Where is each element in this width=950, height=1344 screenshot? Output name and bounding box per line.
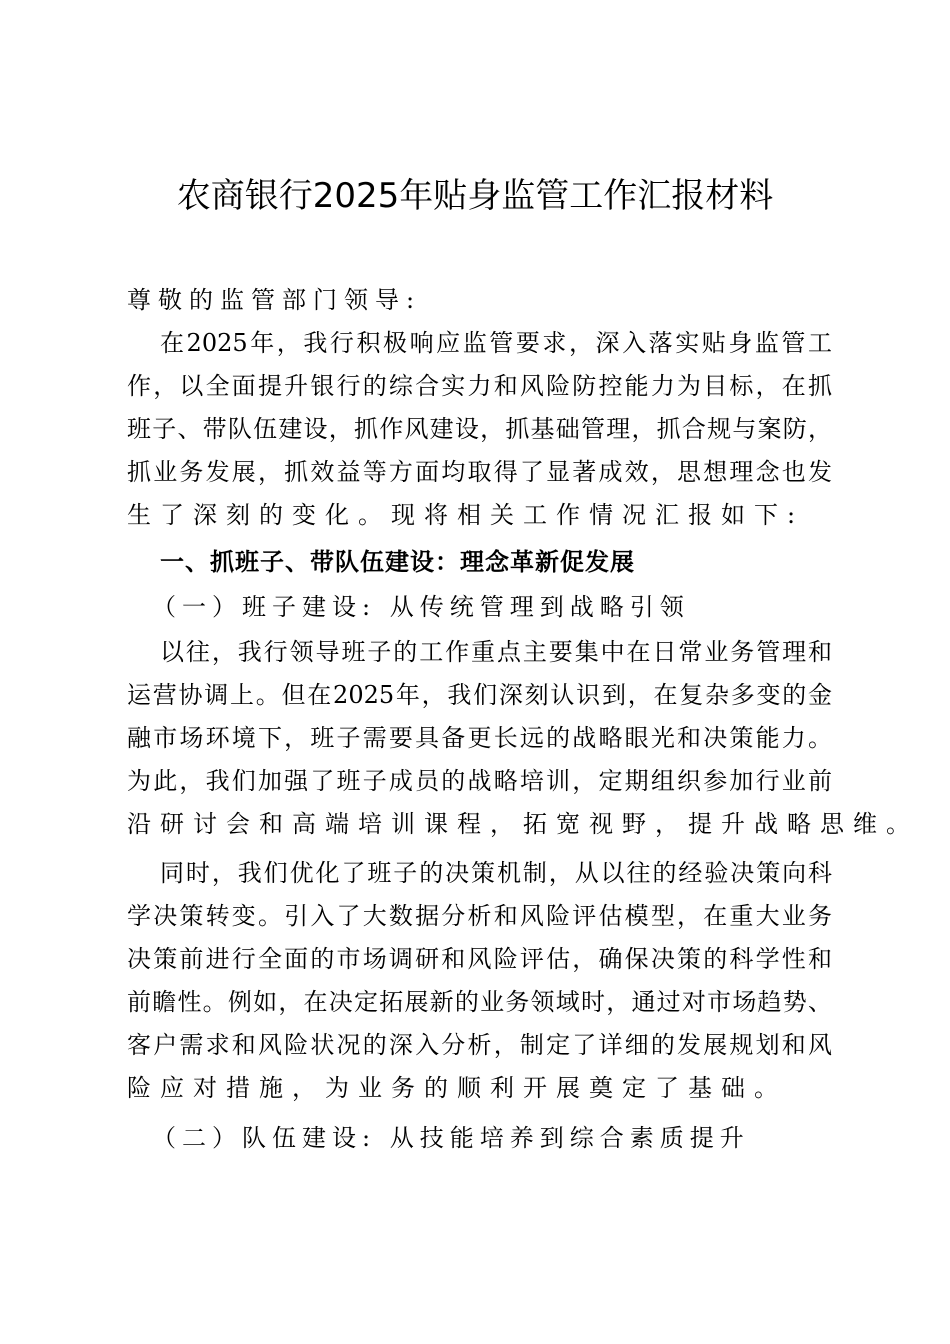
para1-line-5: 沿研讨会和高端培训课程，拓宽视野，提升战略思维。 <box>127 810 919 838</box>
document-title: 农商银行2025年贴身监管工作汇报材料 <box>176 176 774 216</box>
section-1-1-heading: （一）班子建设: 从传统管理到战略引领 <box>152 593 690 621</box>
section-1-2-heading: （二）队伍建设: 从技能培养到综合素质提升 <box>152 1124 750 1152</box>
para2-line-1: 同时，我们优化了班子的决策机制，从以往的经验决策向科 <box>160 859 832 887</box>
para2-line-2: 学决策转变。引入了大数据分析和风险评估模型，在重大业务 <box>127 902 832 930</box>
para1-line-1: 以往，我行领导班子的工作重点主要集中在日常业务管理和 <box>160 638 832 666</box>
section-1-heading: 一、抓班子、带队伍建设：理念革新促发展 <box>160 548 635 576</box>
intro-line-1: 在2025年，我行积极响应监管要求，深入落实贴身监管工 <box>160 329 832 357</box>
salutation: 尊敬的监管部门领导: <box>127 286 422 314</box>
intro-line-4: 抓业务发展，抓效益等方面均取得了显著成效，思想理念也发 <box>127 458 832 486</box>
para1-line-4: 为此，我们加强了班子成员的战略培训，定期组织参加行业前 <box>127 767 832 795</box>
para2-line-6: 险应对措施，为业务的顺利开展奠定了基础。 <box>127 1074 787 1102</box>
para1-line-3: 融市场环境下，班子需要具备更长远的战略眼光和决策能力。 <box>127 724 832 752</box>
para2-line-4: 前瞻性。例如，在决定拓展新的业务领域时，通过对市场趋势、 <box>127 988 832 1016</box>
intro-line-2: 作，以全面提升银行的综合实力和风险防控能力为目标，在抓 <box>127 372 832 400</box>
para1-line-2: 运营协调上。但在2025年，我们深刻认识到，在复杂多变的金 <box>127 681 832 709</box>
intro-line-3: 班子、带队伍建设，抓作风建设，抓基础管理，抓合规与案防， <box>127 415 832 443</box>
para2-line-5: 客户需求和风险状况的深入分析，制定了详细的发展规划和风 <box>127 1031 832 1059</box>
para2-line-3: 决策前进行全面的市场调研和风险评估，确保决策的科学性和 <box>127 945 832 973</box>
intro-line-5: 生了深刻的变化。现将相关工作情况汇报如下: <box>127 501 805 529</box>
